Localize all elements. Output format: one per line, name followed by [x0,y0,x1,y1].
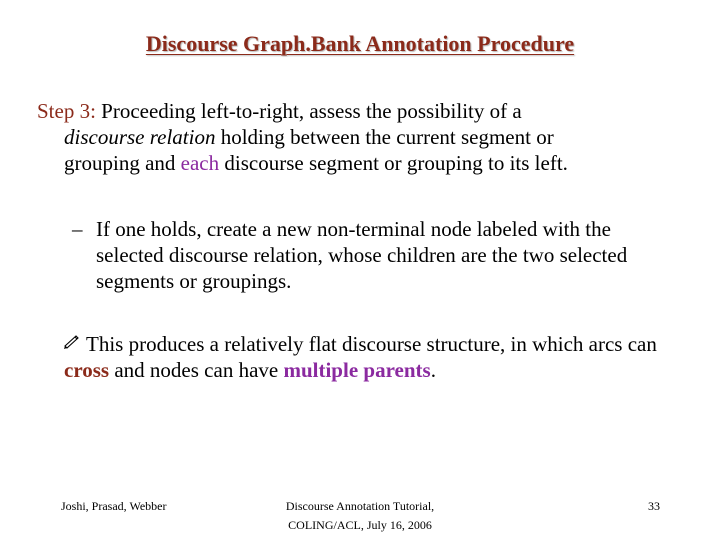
note-text-part1: This produces a relatively flat discourse structure, in which arcs can [86,332,657,356]
step-text-part3b: discourse segment or grouping to its left. [219,151,568,175]
note-text-part2: and nodes can have [109,358,284,382]
each-highlight: each [180,151,220,175]
slide-title: Discourse Graph.Bank Annotation Procedure [145,31,575,56]
step-label: Step 3: [37,99,96,123]
dash-bullet-icon: – [72,217,83,241]
step-text-part3a: grouping and [64,151,181,175]
cross-highlight: cross [64,358,110,382]
step-line-3 [37,150,677,176]
note-paragraph [64,331,684,383]
step-text-part1: Proceeding left-to-right, assess the possibility of a [95,99,522,123]
pencil-icon [64,331,80,357]
footer-page-number: 33 [648,499,660,513]
step-3-paragraph [37,98,677,176]
footer-venue [240,497,480,535]
multiple-parents-highlight: multiple parents [283,358,431,382]
footer-authors: Joshi, Prasad, Webber [61,499,167,513]
sub-bullet [72,216,682,294]
sub-bullet-text: If one holds, create a new non-terminal node labeled with the selected discourse relation, whose children are the two selected segments or groupings. [96,217,628,293]
step-line-2 [37,124,677,150]
note-text-part3: . [430,358,436,382]
footer-venue-line2: COLING/ACL, July 16, 2006 [288,518,432,532]
discourse-relation-term: discourse relation [64,125,216,149]
footer-venue-line1: Discourse Annotation Tutorial, [285,499,435,513]
step-text-part2: holding between the current segment or [215,125,554,149]
